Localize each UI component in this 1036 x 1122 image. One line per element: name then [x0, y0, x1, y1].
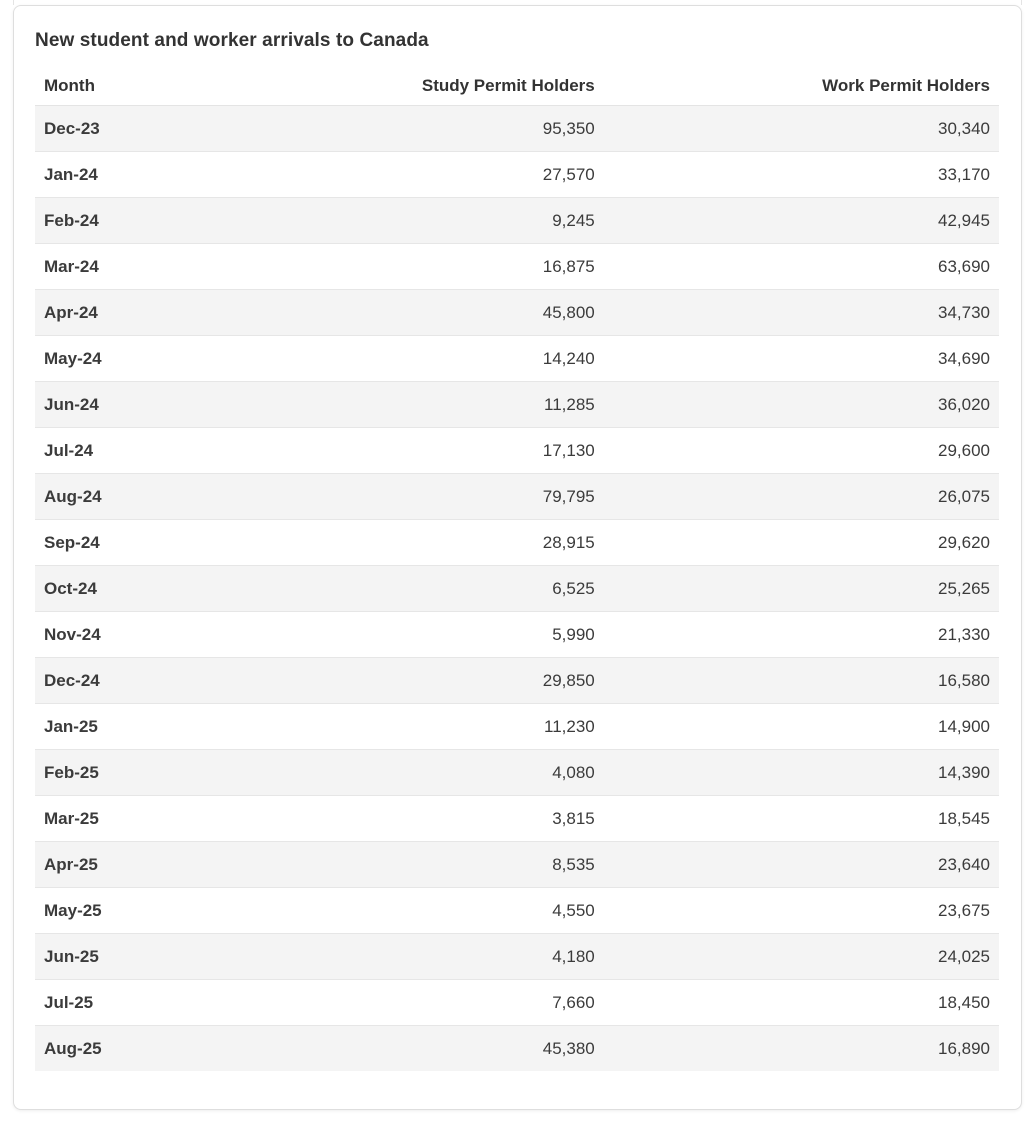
work-permit-cell: 14,390	[938, 763, 990, 782]
work-permit-cell: 34,690	[938, 349, 990, 368]
month-cell: Jun-24	[44, 395, 99, 414]
table-row	[35, 658, 999, 704]
study-permit-cell: 8,535	[552, 855, 595, 874]
work-permit-cell: 16,580	[938, 671, 990, 690]
month-cell: Aug-25	[44, 1039, 102, 1058]
table-row	[35, 382, 999, 428]
table-row	[35, 152, 999, 198]
study-permit-cell: 11,285	[544, 395, 595, 414]
table-body	[35, 106, 999, 1072]
table-row	[35, 980, 999, 1026]
work-permit-cell: 34,730	[938, 303, 990, 322]
table-row	[35, 566, 999, 612]
work-permit-cell: 26,075	[938, 487, 990, 506]
study-permit-cell: 16,875	[542, 257, 595, 276]
month-cell: Sep-24	[44, 533, 100, 552]
study-permit-cell: 95,350	[542, 119, 595, 138]
work-permit-cell: 23,640	[938, 855, 990, 874]
work-permit-cell: 16,890	[938, 1039, 990, 1058]
month-cell: Nov-24	[44, 625, 101, 644]
study-permit-cell: 4,550	[552, 901, 595, 920]
table-row	[35, 612, 999, 658]
table-row	[35, 520, 999, 566]
work-permit-cell: 29,620	[938, 533, 990, 552]
month-cell: Dec-24	[44, 671, 100, 690]
table-row	[35, 336, 999, 382]
table-row	[35, 888, 999, 934]
study-permit-cell: 14,240	[542, 349, 595, 368]
study-permit-cell: 28,915	[542, 533, 595, 552]
month-cell: Feb-25	[44, 763, 99, 782]
month-cell: Jul-24	[44, 441, 94, 460]
month-cell: Jun-25	[44, 947, 99, 966]
table-row	[35, 934, 999, 980]
header-row	[35, 68, 999, 106]
month-cell: Apr-25	[44, 855, 98, 874]
table-row	[35, 428, 999, 474]
arrivals-table	[35, 68, 999, 1071]
table-row	[35, 198, 999, 244]
study-permit-cell: 9,245	[552, 211, 595, 230]
study-permit-cell: 6,525	[552, 579, 595, 598]
work-permit-cell: 23,675	[938, 901, 990, 920]
study-permit-cell: 4,080	[552, 763, 595, 782]
month-cell: Oct-24	[44, 579, 97, 598]
work-permit-cell: 25,265	[938, 579, 990, 598]
work-permit-cell: 63,690	[938, 257, 990, 276]
study-permit-cell: 27,570	[542, 165, 595, 184]
study-permit-cell: 11,230	[544, 717, 595, 736]
study-permit-cell: 17,130	[542, 441, 595, 460]
study-permit-cell: 45,800	[542, 303, 595, 322]
table-row	[35, 704, 999, 750]
study-permit-cell: 45,380	[542, 1039, 595, 1058]
month-cell: Jan-24	[44, 165, 98, 184]
column-header-month: Month	[35, 68, 324, 106]
month-cell: Mar-25	[44, 809, 99, 828]
table-row	[35, 290, 999, 336]
month-cell: Feb-24	[44, 211, 99, 230]
column-header-study-permit-holders: Study Permit Holders	[324, 68, 604, 106]
work-permit-cell: 14,900	[938, 717, 990, 736]
study-permit-cell: 7,660	[552, 993, 595, 1012]
work-permit-cell: 33,170	[938, 165, 990, 184]
table-row	[35, 474, 999, 520]
month-cell: Dec-23	[44, 119, 100, 138]
table-title: New student and worker arrivals to Canada	[35, 30, 429, 51]
column-header-work-permit-holders: Work Permit Holders	[604, 68, 999, 106]
study-permit-cell: 5,990	[552, 625, 595, 644]
table-row	[35, 106, 999, 152]
table-row	[35, 796, 999, 842]
month-cell: Jan-25	[44, 717, 98, 736]
table-row	[35, 244, 999, 290]
work-permit-cell: 29,600	[938, 441, 990, 460]
table-row	[35, 750, 999, 796]
table-row	[35, 1026, 999, 1072]
work-permit-cell: 21,330	[938, 625, 990, 644]
work-permit-cell: 42,945	[938, 211, 990, 230]
study-permit-cell: 4,180	[552, 947, 595, 966]
month-cell: Mar-24	[44, 257, 99, 276]
study-permit-cell: 29,850	[542, 671, 595, 690]
work-permit-cell: 24,025	[938, 947, 990, 966]
table-header	[35, 68, 999, 106]
work-permit-cell: 18,450	[938, 993, 990, 1012]
work-permit-cell: 36,020	[938, 395, 990, 414]
month-cell: May-25	[44, 901, 102, 920]
month-cell: Jul-25	[44, 993, 94, 1012]
month-cell: Apr-24	[44, 303, 98, 322]
month-cell: May-24	[44, 349, 102, 368]
table-row	[35, 842, 999, 888]
study-permit-cell: 3,815	[552, 809, 595, 828]
work-permit-cell: 30,340	[938, 119, 990, 138]
work-permit-cell: 18,545	[938, 809, 990, 828]
table-card	[13, 5, 1022, 1110]
study-permit-cell: 79,795	[542, 487, 595, 506]
month-cell: Aug-24	[44, 487, 102, 506]
